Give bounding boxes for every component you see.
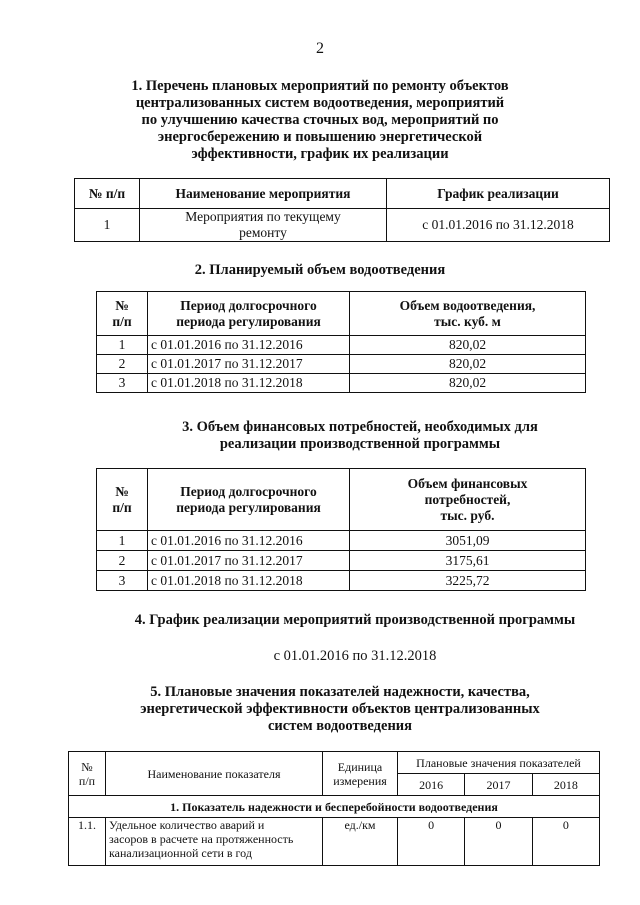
col-header-indicator: Наименование показателя	[106, 752, 323, 796]
col-header-period	[148, 292, 350, 336]
cell-financial-volume: 3051,09	[350, 531, 586, 551]
header-text: п/п	[112, 499, 132, 515]
header-text: потребностей,	[424, 491, 511, 507]
section1-title-line: эффективности, график их реализации	[191, 146, 449, 162]
header-text: Единица	[337, 759, 383, 774]
section2-title: 2. Планируемый объем водоотведения	[194, 262, 446, 278]
cell-volume: 820,02	[350, 355, 586, 374]
cell-num: 1	[97, 531, 148, 551]
cell-num: 1	[75, 209, 140, 242]
col-header-num	[97, 469, 148, 531]
cell-period: с 01.01.2016 по 31.12.2016	[148, 531, 350, 551]
cell-period: с 01.01.2017 по 31.12.2017	[148, 355, 350, 374]
col-header-volume	[350, 292, 586, 336]
cell-num: 3	[97, 374, 148, 393]
table-row	[97, 374, 586, 393]
col-header-financial-volume	[350, 469, 586, 531]
table-row	[69, 818, 600, 866]
section3-title-line: реализации производственной программы	[219, 436, 501, 452]
header-text: №	[81, 759, 93, 774]
section5-title-line: систем водоотведения	[267, 718, 413, 734]
cell-period: с 01.01.2018 по 31.12.2018	[148, 571, 350, 591]
activities-table	[74, 178, 610, 242]
drainage-volume-table	[96, 291, 586, 393]
col-header-activity: Наименование мероприятия	[140, 179, 387, 209]
header-text: измерения	[333, 773, 387, 788]
header-text: №	[115, 297, 129, 313]
section4-title: 4. График реализации мероприятий производственной программы	[134, 612, 576, 628]
cell-period: с 01.01.2017 по 31.12.2017	[148, 551, 350, 571]
header-text: Объем водоотведения,	[399, 297, 536, 313]
header-text: п/п	[78, 773, 96, 788]
col-header-year: 2017	[465, 774, 532, 796]
table-subheading: 1. Показатель надежности и бесперебойности водоотведения	[69, 796, 600, 818]
section1-title	[100, 78, 540, 163]
indicators-table	[68, 751, 600, 866]
cell-num: 2	[97, 355, 148, 374]
section3-title-line: 3. Объем финансовых потребностей, необходимых для	[182, 419, 538, 435]
cell-text: Мероприятия по текущему	[185, 209, 341, 224]
section4-period: с 01.01.2016 по 31.12.2018	[273, 648, 437, 664]
table-row	[97, 355, 586, 374]
section5-title-line: 5. Плановые значения показателей надежности, качества,	[150, 684, 530, 700]
header-text: №	[115, 483, 129, 499]
table-row	[75, 209, 610, 242]
cell-text: засоров в расчете на протяженность	[109, 832, 294, 846]
header-text: тыс. руб.	[440, 507, 495, 523]
cell-num: 1.1.	[69, 818, 106, 866]
cell-period: с 01.01.2018 по 31.12.2018	[148, 374, 350, 393]
section5-title-line: энергетической эффективности объектов централизованных	[140, 701, 540, 717]
cell-value: 0	[398, 818, 465, 866]
header-text: периода регулирования	[176, 499, 321, 515]
header-text: Период долгосрочного	[180, 297, 317, 313]
col-header-year: 2018	[532, 774, 599, 796]
col-header-year: 2016	[398, 774, 465, 796]
cell-text: ремонту	[239, 225, 287, 240]
cell-volume: 820,02	[350, 374, 586, 393]
col-header-planned: Плановые значения показателей	[398, 752, 600, 774]
cell-text: Удельное количество аварий и	[109, 818, 265, 832]
table-row	[97, 571, 586, 591]
col-header-schedule: График реализации	[387, 179, 610, 209]
header-text: Объем финансовых	[407, 475, 528, 491]
table-row	[97, 551, 586, 571]
section1-title-line: энергосбережению и повышению энергетической	[157, 129, 483, 145]
table-row	[97, 336, 586, 355]
cell-volume: 820,02	[350, 336, 586, 355]
table-row	[97, 531, 586, 551]
cell-indicator	[106, 818, 323, 866]
header-text: п/п	[112, 313, 132, 329]
cell-activity	[140, 209, 387, 242]
cell-text: канализационной сети в год	[109, 846, 252, 860]
col-header-num: № п/п	[75, 179, 140, 209]
cell-financial-volume: 3225,72	[350, 571, 586, 591]
header-text: Период долгосрочного	[180, 483, 317, 499]
header-text: тыс. куб. м	[434, 313, 501, 329]
section1-title-line: централизованных систем водоотведения, мероприятий	[135, 95, 505, 111]
col-header-num	[69, 752, 106, 796]
section5-title	[90, 684, 590, 735]
cell-num: 3	[97, 571, 148, 591]
col-header-unit	[323, 752, 398, 796]
header-text: периода регулирования	[176, 313, 321, 329]
cell-num: 2	[97, 551, 148, 571]
cell-period: с 01.01.2016 по 31.12.2016	[148, 336, 350, 355]
col-header-period	[148, 469, 350, 531]
cell-value: 0	[465, 818, 532, 866]
financial-needs-table	[96, 468, 586, 591]
cell-value: 0	[532, 818, 599, 866]
cell-schedule: с 01.01.2016 по 31.12.2018	[387, 209, 610, 242]
col-header-num	[97, 292, 148, 336]
page-number: 2	[316, 40, 324, 57]
cell-num: 1	[97, 336, 148, 355]
cell-unit: ед./км	[323, 818, 398, 866]
section1-title-line: 1. Перечень плановых мероприятий по ремонту объектов	[131, 78, 509, 94]
section3-title	[130, 419, 590, 453]
cell-financial-volume: 3175,61	[350, 551, 586, 571]
section1-title-line: по улучшению качества сточных вод, мероприятий по	[141, 112, 499, 128]
